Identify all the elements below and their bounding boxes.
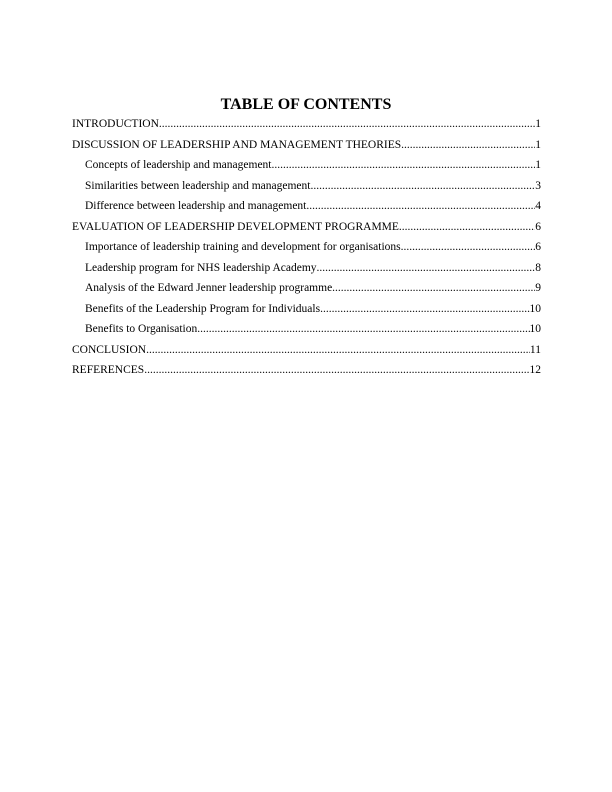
dot-leader	[320, 301, 529, 317]
toc-entry-label: EVALUATION OF LEADERSHIP DEVELOPMENT PROGRAMME	[72, 220, 399, 233]
toc-entry-importance[interactable]	[72, 239, 541, 260]
toc-entry-page: 12	[529, 364, 541, 376]
dot-leader	[146, 342, 530, 358]
toc-entry-label: DISCUSSION OF LEADERSHIP AND MANAGEMENT THEORIES	[72, 138, 402, 151]
toc-entry-label: INTRODUCTION	[72, 118, 159, 130]
toc-entry-page: 6	[535, 241, 541, 253]
toc-entry-label: Difference between leadership and management	[85, 200, 307, 212]
toc-entry-references[interactable]	[72, 362, 541, 383]
toc-entry-page: 11	[529, 343, 541, 356]
toc-entry-discussion[interactable]	[72, 137, 541, 158]
toc-entry-difference[interactable]	[72, 198, 541, 219]
toc-entry-label: Analysis of the Edward Jenner leadership programme	[85, 282, 333, 294]
toc-entry-page: 8	[535, 261, 541, 274]
dot-leader	[306, 198, 535, 214]
toc-entry-page: 3	[535, 179, 541, 192]
toc-entry-concepts[interactable]	[72, 157, 541, 178]
toc-entry-similarities[interactable]	[72, 178, 541, 199]
toc-entry-page: 10	[529, 302, 541, 315]
toc-entry-label: Similarities between leadership and management	[85, 179, 311, 192]
toc-entry-edward-jenner[interactable]	[72, 280, 541, 301]
dot-leader	[197, 321, 529, 337]
toc-entry-page: 1	[535, 118, 541, 130]
toc-entry-page: 10	[529, 323, 541, 335]
toc-entry-page: 1	[535, 159, 541, 171]
dot-leader	[401, 239, 536, 255]
dot-leader	[144, 362, 529, 378]
dot-leader	[272, 157, 536, 173]
toc-entry-benefits-organisation[interactable]	[72, 321, 541, 342]
dot-leader	[317, 260, 536, 276]
dot-leader	[399, 219, 535, 235]
toc-entry-label: Importance of leadership training and development for organisations	[85, 241, 401, 253]
toc-entry-page: 4	[535, 200, 541, 212]
dot-leader	[310, 178, 535, 194]
toc-title: TABLE OF CONTENTS	[220, 96, 392, 113]
toc-entry-label: Benefits of the Leadership Program for Individuals	[85, 302, 321, 315]
toc-entry-conclusion[interactable]	[72, 342, 541, 363]
toc-entry-page: 1	[535, 138, 541, 151]
dot-leader	[401, 137, 535, 153]
toc-entry-nhs-program[interactable]	[72, 260, 541, 281]
table-of-contents	[72, 116, 541, 383]
toc-entry-evaluation[interactable]	[72, 219, 541, 240]
toc-entry-label: Concepts of leadership and management	[85, 159, 272, 171]
toc-entry-label: Benefits to Organisation	[85, 323, 198, 335]
toc-entry-introduction[interactable]	[72, 116, 541, 137]
toc-entry-page: 6	[535, 220, 541, 233]
toc-entry-label: CONCLUSION	[72, 343, 147, 356]
toc-entry-label: REFERENCES	[72, 364, 145, 376]
dot-leader	[332, 280, 535, 296]
toc-entry-page: 9	[535, 282, 541, 294]
dot-leader	[159, 116, 535, 132]
toc-entry-benefits-individuals[interactable]	[72, 301, 541, 322]
toc-entry-label: Leadership program for NHS leadership Academy	[85, 261, 317, 274]
